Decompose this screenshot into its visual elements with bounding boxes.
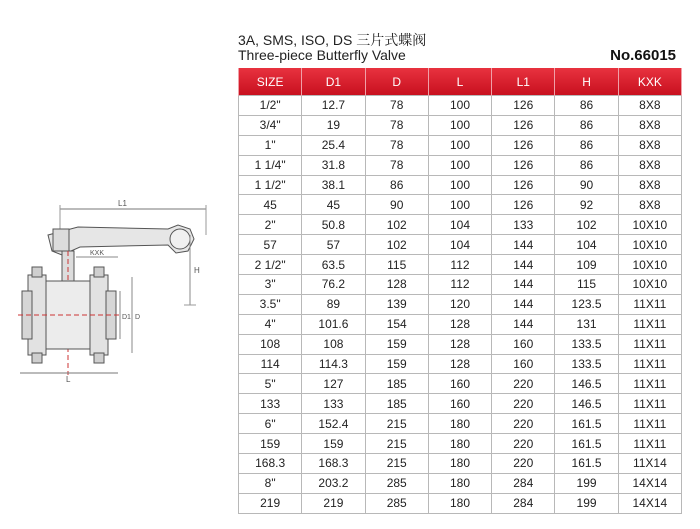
table-cell: 220 [492,374,555,394]
table-cell: 127 [302,374,365,394]
table-row [239,135,682,155]
table-cell: 159 [239,434,302,454]
table-row [239,115,682,135]
table-cell: 11X11 [618,314,681,334]
table-cell: 144 [492,235,555,255]
table-cell: 220 [492,414,555,434]
table-cell: 11X11 [618,334,681,354]
table-cell: 126 [492,155,555,175]
table-cell: 120 [428,294,491,314]
table-cell: 180 [428,473,491,493]
table-cell: 133 [302,394,365,414]
col-l1: L1 [492,68,555,96]
table-cell: 133.5 [555,334,618,354]
table-cell: 108 [302,334,365,354]
table-cell: 11X11 [618,374,681,394]
table-body [239,96,682,514]
table-cell: 25.4 [302,135,365,155]
table-cell: 128 [428,354,491,374]
table-cell: 10X10 [618,255,681,275]
table-cell: 180 [428,414,491,434]
table-cell: 104 [428,215,491,235]
table-cell: 1 1/4" [239,155,302,175]
table-cell: 160 [492,334,555,354]
table-cell: 220 [492,454,555,474]
table-cell: 100 [428,155,491,175]
table-cell: 8" [239,473,302,493]
table-cell: 146.5 [555,394,618,414]
table-cell: 100 [428,96,491,116]
table-cell: 154 [365,314,428,334]
label-l: L [66,375,71,384]
table-cell: 128 [428,314,491,334]
table-cell: 215 [365,434,428,454]
table-cell: 133 [492,215,555,235]
table-row [239,394,682,414]
table-row [239,454,682,474]
table-cell: 109 [555,255,618,275]
table-row [239,334,682,354]
table-row [239,195,682,215]
table-cell: 285 [365,493,428,513]
table-cell: 8X8 [618,96,681,116]
table-cell: 133.5 [555,354,618,374]
table-cell: 144 [492,275,555,295]
table-row [239,414,682,434]
table-cell: 78 [365,96,428,116]
table-cell: 144 [492,314,555,334]
table-cell: 100 [428,115,491,135]
table-cell: 104 [555,235,618,255]
table-cell: 57 [239,235,302,255]
label-l1: L1 [118,199,127,208]
table-cell: 115 [555,275,618,295]
table-cell: 19 [302,115,365,135]
table-cell: 203.2 [302,473,365,493]
title-english: Three-piece Butterfly Valve [238,47,406,63]
table-cell: 180 [428,434,491,454]
table-cell: 11X14 [618,454,681,474]
table-cell: 92 [555,195,618,215]
table-cell: 168.3 [302,454,365,474]
table-cell: 8X8 [618,175,681,195]
dimension-table [238,68,682,514]
table-cell: 168.3 [239,454,302,474]
table-row [239,215,682,235]
table-cell: 126 [492,175,555,195]
table-cell: 180 [428,454,491,474]
table-cell: 50.8 [302,215,365,235]
col-h: H [555,68,618,96]
table-cell: 45 [239,195,302,215]
table-cell: 3/4" [239,115,302,135]
table-cell: 78 [365,115,428,135]
table-cell: 219 [302,493,365,513]
table-cell: 115 [365,255,428,275]
table-row [239,354,682,374]
table-cell: 126 [492,195,555,215]
table-cell: 90 [555,175,618,195]
table-cell: 161.5 [555,414,618,434]
table-cell: 86 [555,96,618,116]
table-cell: 5" [239,374,302,394]
table-cell: 161.5 [555,434,618,454]
col-d: D [365,68,428,96]
table-cell: 126 [492,135,555,155]
table-cell: 1 1/2" [239,175,302,195]
table-cell: 152.4 [302,414,365,434]
table-header-row [239,68,682,96]
title-chinese: 3A, SMS, ISO, DS 三片式蝶阀 [238,32,427,48]
table-cell: 161.5 [555,454,618,474]
table-cell: 86 [365,175,428,195]
table-cell: 284 [492,493,555,513]
table-cell: 100 [428,175,491,195]
table-cell: 10X10 [618,215,681,235]
table-cell: 126 [492,115,555,135]
table-cell: 14X14 [618,493,681,513]
table-cell: 284 [492,473,555,493]
table-row [239,96,682,116]
table-cell: 220 [492,434,555,454]
table-cell: 86 [555,155,618,175]
col-d1: D1 [302,68,365,96]
table-cell: 78 [365,155,428,175]
table-cell: 63.5 [302,255,365,275]
table-row [239,235,682,255]
table-cell: 146.5 [555,374,618,394]
table-cell: 159 [365,354,428,374]
label-d: D [135,314,141,321]
table-cell: 2 1/2" [239,255,302,275]
table-cell: 8X8 [618,155,681,175]
table-cell: 100 [428,195,491,215]
table-cell: 2" [239,215,302,235]
table-cell: 128 [428,334,491,354]
table-cell: 185 [365,374,428,394]
col-l: L [428,68,491,96]
table-cell: 45 [302,195,365,215]
table-row [239,294,682,314]
table-cell: 114.3 [302,354,365,374]
table-cell: 102 [365,215,428,235]
col-kxk: KXK [618,68,681,96]
table-cell: 128 [365,275,428,295]
table-cell: 131 [555,314,618,334]
table-row [239,374,682,394]
col-size: SIZE [239,68,302,96]
table-cell: 12.7 [302,96,365,116]
table-cell: 3.5" [239,294,302,314]
table-cell: 86 [555,135,618,155]
table-cell: 285 [365,473,428,493]
table-cell: 185 [365,394,428,414]
table-cell: 100 [428,135,491,155]
table-row [239,473,682,493]
table-cell: 101.6 [302,314,365,334]
table-cell: 102 [555,215,618,235]
table-row [239,493,682,513]
table-cell: 76.2 [302,275,365,295]
table-cell: 215 [365,454,428,474]
table-cell: 199 [555,493,618,513]
table-cell: 102 [365,235,428,255]
table-row [239,255,682,275]
table-cell: 10X10 [618,275,681,295]
table-cell: 8X8 [618,135,681,155]
label-kxk: KXK [90,250,105,257]
label-h: H [194,266,200,275]
table-cell: 133 [239,394,302,414]
table-row [239,314,682,334]
table-cell: 123.5 [555,294,618,314]
table-cell: 11X11 [618,434,681,454]
table-cell: 4" [239,314,302,334]
valve-drawing [8,195,230,385]
table-cell: 159 [365,334,428,354]
table-cell: 86 [555,115,618,135]
table-cell: 219 [239,493,302,513]
table-cell: 160 [428,374,491,394]
table-cell: 6" [239,414,302,434]
table-cell: 180 [428,493,491,513]
table-cell: 159 [302,434,365,454]
table-cell: 112 [428,255,491,275]
table-cell: 11X11 [618,394,681,414]
table-cell: 11X11 [618,294,681,314]
table-cell: 215 [365,414,428,434]
table-cell: 8X8 [618,115,681,135]
table-row [239,155,682,175]
table-cell: 160 [492,354,555,374]
model-number: No.66015 [610,47,676,64]
table-cell: 38.1 [302,175,365,195]
table-cell: 57 [302,235,365,255]
table-cell: 1/2" [239,96,302,116]
table-cell: 112 [428,275,491,295]
table-cell: 160 [428,394,491,414]
table-cell: 3" [239,275,302,295]
label-d1: D1 [122,314,131,321]
table-cell: 144 [492,294,555,314]
table-cell: 89 [302,294,365,314]
table-cell: 220 [492,394,555,414]
table-cell: 104 [428,235,491,255]
table-cell: 14X14 [618,473,681,493]
table-cell: 126 [492,96,555,116]
table-row [239,275,682,295]
table-cell: 114 [239,354,302,374]
table-row [239,434,682,454]
table-cell: 144 [492,255,555,275]
table-cell: 8X8 [618,195,681,215]
table-row [239,175,682,195]
table-cell: 108 [239,334,302,354]
table-cell: 11X11 [618,414,681,434]
table-cell: 10X10 [618,235,681,255]
table-cell: 139 [365,294,428,314]
table-cell: 90 [365,195,428,215]
table-cell: 78 [365,135,428,155]
table-cell: 31.8 [302,155,365,175]
table-cell: 11X11 [618,354,681,374]
table-cell: 1" [239,135,302,155]
table-cell: 199 [555,473,618,493]
